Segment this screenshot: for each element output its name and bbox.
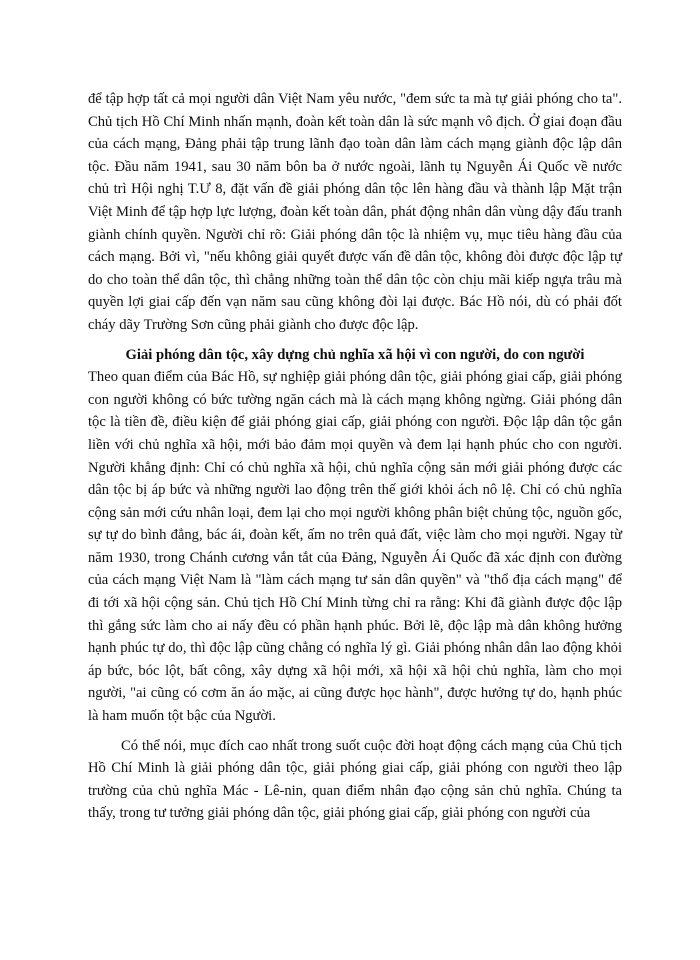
section-heading: Giải phóng dân tộc, xây dựng chủ nghĩa xã hội vì con người, do con người bbox=[125, 346, 585, 363]
paragraph-3: Có thể nói, mục đích cao nhất trong suốt cuộc đời hoạt động cách mạng của Chủ tịch Hồ Chí Minh là giải phóng dân tộc, giải phóng giai cấp, giải phóng con người theo lập trường của chủ nghĩa Mác - Lê-nin, quan điểm nhân đạo cộng sản chủ nghĩa. Chúng ta thấy, trong tư tưởng giải phóng dân tộc, giải phóng giai cấp, giải phóng con người của bbox=[88, 737, 622, 822]
paragraph-2: Theo quan điểm của Bác Hồ, sự nghiệp giải phóng dân tộc, giải phóng giai cấp, giải phóng con người không có bức tường ngăn cách mà là cách mạng không ngừng. Giải phóng dân tộc là tiền đề, điều kiện để giải phóng giai cấp, giải phóng con người. Độc lập dân tộc gắn liền với chủ nghĩa xã hội, mới bảo đảm mọi quyền và đem lại hạnh phúc cho con người. Người khẳng định: Chỉ có chủ nghĩa xã hội, chủ nghĩa cộng sản mới giải phóng được các dân tộc bị áp bức và những người lao động trên thế giới khỏi ách nô lệ. Chỉ có chủ nghĩa cộng sản mới cứu nhân loại, đem lại cho mọi người không phân biệt chủng tộc, nguồn gốc, sự tự do bình đẳng, bác ái, đoàn kết, ấm no trên quả đất, việc làm cho mọi người. Ngay từ năm 1930, trong Chánh cương vắn tắt của Đảng, Nguyễn Ái Quốc đã xác định con đường của cách mạng Việt Nam là "làm cách mạng tư sản dân quyền" và "thổ địa cách mạng" để đi tới xã hội cộng sản. Chủ tịch Hồ Chí Minh từng chỉ ra rằng: Khi đã giành được độc lập thì gắng sức làm cho ai nấy đều có phần hạnh phúc. Bởi lẽ, độc lập mà dân không hưởng hạnh phúc tự do, thì độc lập cũng chẳng có nghĩa lý gì. Giải phóng nhân dân lao động khỏi áp bức, bóc lột, bất công, xây dựng xã hội mới, xã hội xã hội chủ nghĩa, làm cho mọi người, "ai cũng có cơm ăn áo mặc, ai cũng được học hành", được hưởng tự do, hạnh phúc là ham muốn tột bậc của Người. bbox=[88, 369, 622, 725]
paragraph-1: để tập hợp tất cả mọi người dân Việt Nam yêu nước, "đem sức ta mà tự giải phóng cho ta". Chủ tịch Hồ Chí Minh nhấn mạnh, đoàn kết toàn dân là sức mạnh vô địch. Ở giai đoạn đầu của cách mạng, Đảng phải tập trung lãnh đạo toàn dân làm cách mạng giành độc lập dân tộc. Đầu năm 1941, sau 30 năm bôn ba ở nước ngoài, lãnh tụ Nguyễn Ái Quốc về nước chủ trì Hội nghị T.Ư 8, đặt vấn đề giải phóng dân tộc lên hàng đầu và thành lập Mặt trận Việt Minh để tập hợp lực lượng, đoàn kết toàn dân, phát động nhân dân vùng dậy đấu tranh giành chính quyền. Người chỉ rõ: Giải phóng dân tộc là nhiệm vụ, mục tiêu hàng đầu của cách mạng. Bởi vì, "nếu không giải quyết được vấn đề dân tộc, không đòi được độc lập tự do cho toàn thể dân tộc, thì chẳng những toàn thể dân tộc còn chịu mãi kiếp ngựa trâu mà quyền lợi giai cấp đến vạn năm sau cũng không đòi lại được. Bác Hồ nói, dù có phải đốt cháy dãy Trường Sơn cũng phải giành cho được độc lập. bbox=[88, 91, 622, 333]
